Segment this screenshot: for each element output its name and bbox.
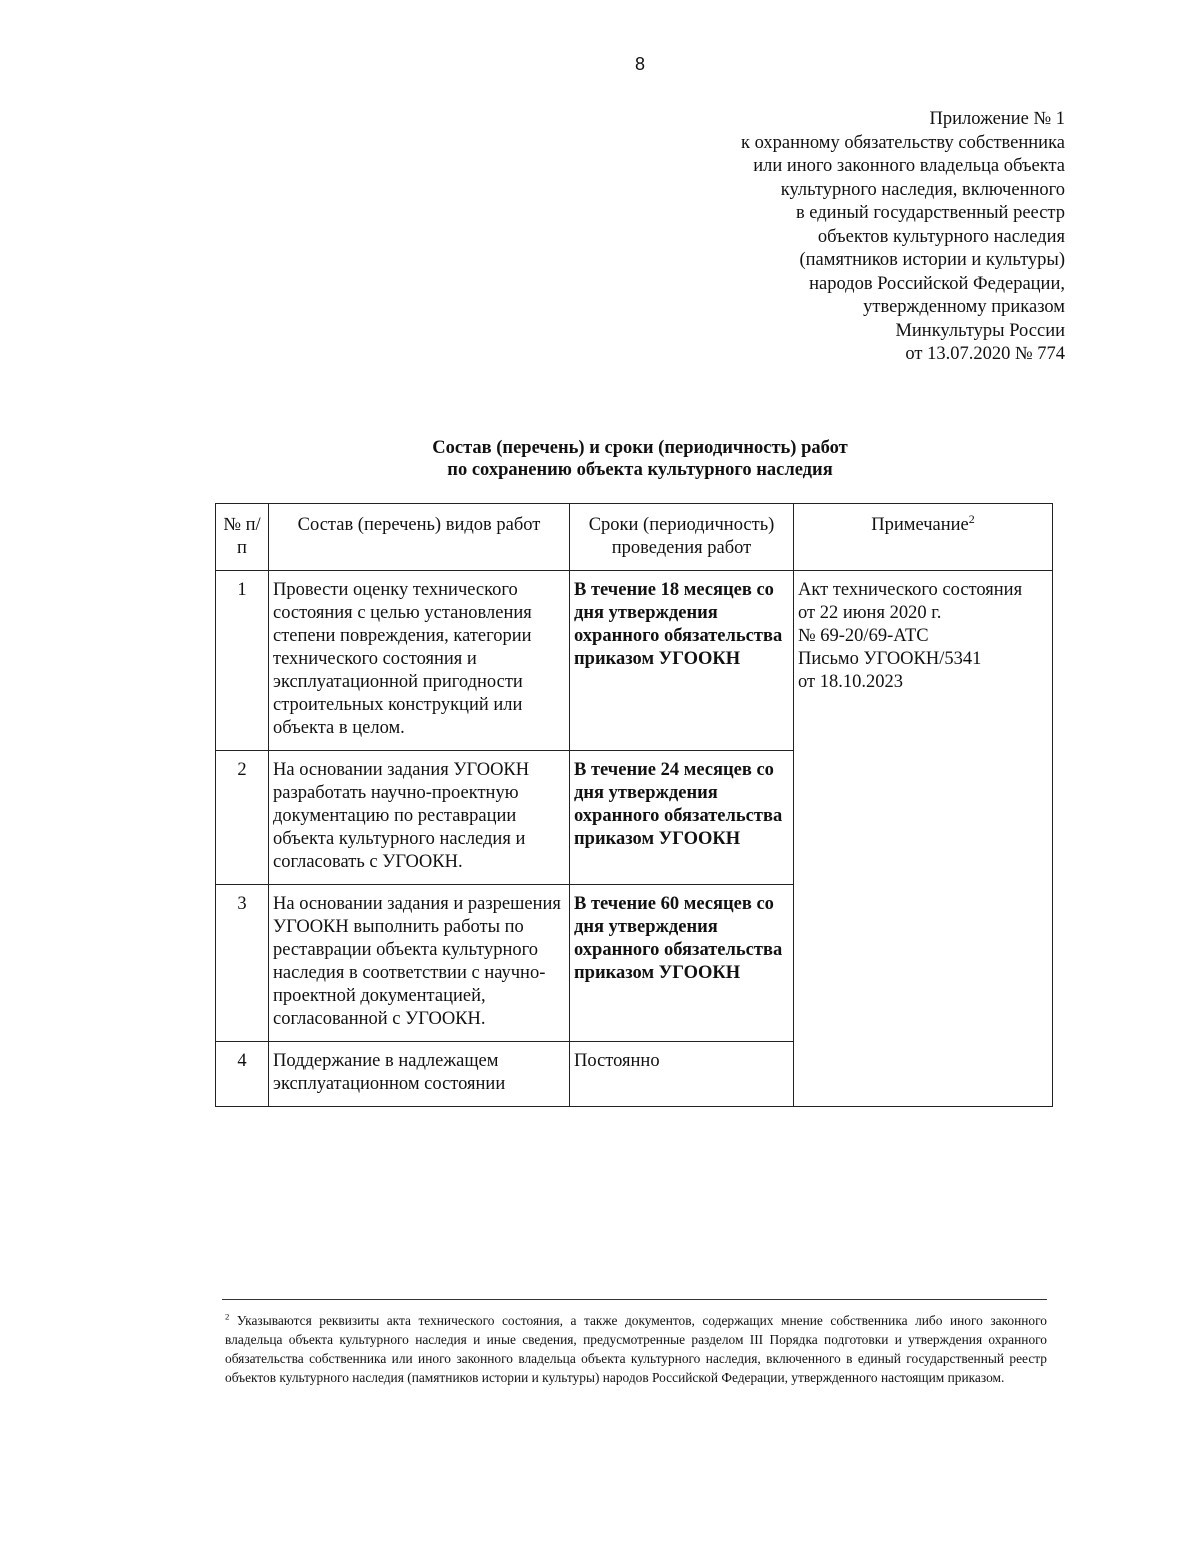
note-line: Акт технического состояния	[798, 580, 1023, 600]
appendix-line: Минкультуры России	[895, 320, 1065, 341]
footnote	[225, 1311, 1047, 1387]
row-works: На основании задания и разрешения УГООКН выполнить работы по реставрации объекта культурного наследия в соответствии с научно-проектной документацией, согласованной с УГООКН.	[269, 885, 570, 1042]
header-num: № п/п	[216, 504, 269, 571]
row-num: 1	[216, 571, 269, 751]
note-line: Письмо УГООКН/5341	[798, 649, 982, 669]
page-number: 8	[634, 54, 645, 74]
header-works: Состав (перечень) видов работ	[269, 504, 570, 571]
header-note	[794, 504, 1053, 571]
title-line: Состав (перечень) и сроки (периодичность) работ	[432, 438, 848, 458]
header-deadlines: Сроки (периодичность) проведения работ	[570, 504, 794, 571]
appendix-line: или иного законного владельца объекта	[753, 156, 1065, 176]
appendix-line: к охранному обязательству собственника	[740, 132, 1065, 153]
appendix-line: Приложение № 1	[929, 109, 1065, 129]
row-deadline: Постоянно	[570, 1042, 794, 1107]
footnote-divider	[222, 1299, 1047, 1300]
row-num: 2	[216, 751, 269, 885]
row-deadline: В течение 60 месяцев со дня утверждения охранного обязательства приказом УГООКН	[570, 885, 794, 1042]
appendix-line: народов Российской Федерации,	[809, 273, 1065, 294]
appendix-line: объектов культурного наследия	[817, 226, 1065, 247]
footnote-marker: 2	[225, 1311, 230, 1322]
appendix-reference	[560, 108, 1065, 367]
note-line: от 18.10.2023	[798, 672, 903, 692]
row-note	[794, 571, 1053, 1107]
row-works: На основании задания УГООКН разработать научно-проектную документацию по реставрации объекта культурного наследия и согласовать с УГООКН.	[269, 751, 570, 885]
row-num: 3	[216, 885, 269, 1042]
header-note-label: Примечание	[871, 515, 969, 535]
appendix-line: утвержденному приказом	[863, 297, 1065, 317]
title-line: по сохранению объекта культурного наследия	[447, 460, 833, 480]
appendix-line: в единый государственный реестр	[795, 203, 1065, 223]
row-works: Поддержание в надлежащем эксплуатационном состоянии	[269, 1042, 570, 1107]
note-line: от 22 июня 2020 г.	[798, 603, 942, 623]
row-works: Провести оценку технического состояния с целью установления степени повреждения, категории технического состояния и эксплуатационной пригодности строительных конструкций или объекта в целом.	[269, 571, 570, 751]
note-line: № 69-20/69-АТС	[798, 626, 929, 646]
row-deadline: В течение 18 месяцев со дня утверждения охранного обязательства приказом УГООКН	[570, 571, 794, 751]
appendix-line: (памятников истории и культуры)	[799, 250, 1065, 270]
footnote-text: Указываются реквизиты акта технического состояния, а также документов, содержащих мнение собственника либо иного законного владельца объекта культурного наследия и иные сведения, предусмотренные разделом III Порядка подготовки и утверждения охранного обязательства собственника или иного законного владельца объекта культурного наследия, включенного в единый государственный реестр объектов культурного наследия (памятников истории и культуры) народов Российской Федерации, утвержденного настоящим приказом.	[225, 1313, 1047, 1385]
table-header-row	[216, 504, 1053, 571]
header-note-footnote-marker: 2	[968, 511, 975, 526]
appendix-line: культурного наследия, включенного	[780, 179, 1065, 200]
row-num: 4	[216, 1042, 269, 1107]
works-table	[215, 503, 1053, 1107]
appendix-line: от 13.07.2020 № 774	[905, 344, 1065, 364]
row-deadline: В течение 24 месяцев со дня утверждения охранного обязательства приказом УГООКН	[570, 751, 794, 885]
document-title	[0, 437, 1200, 481]
table-row	[216, 571, 1053, 751]
